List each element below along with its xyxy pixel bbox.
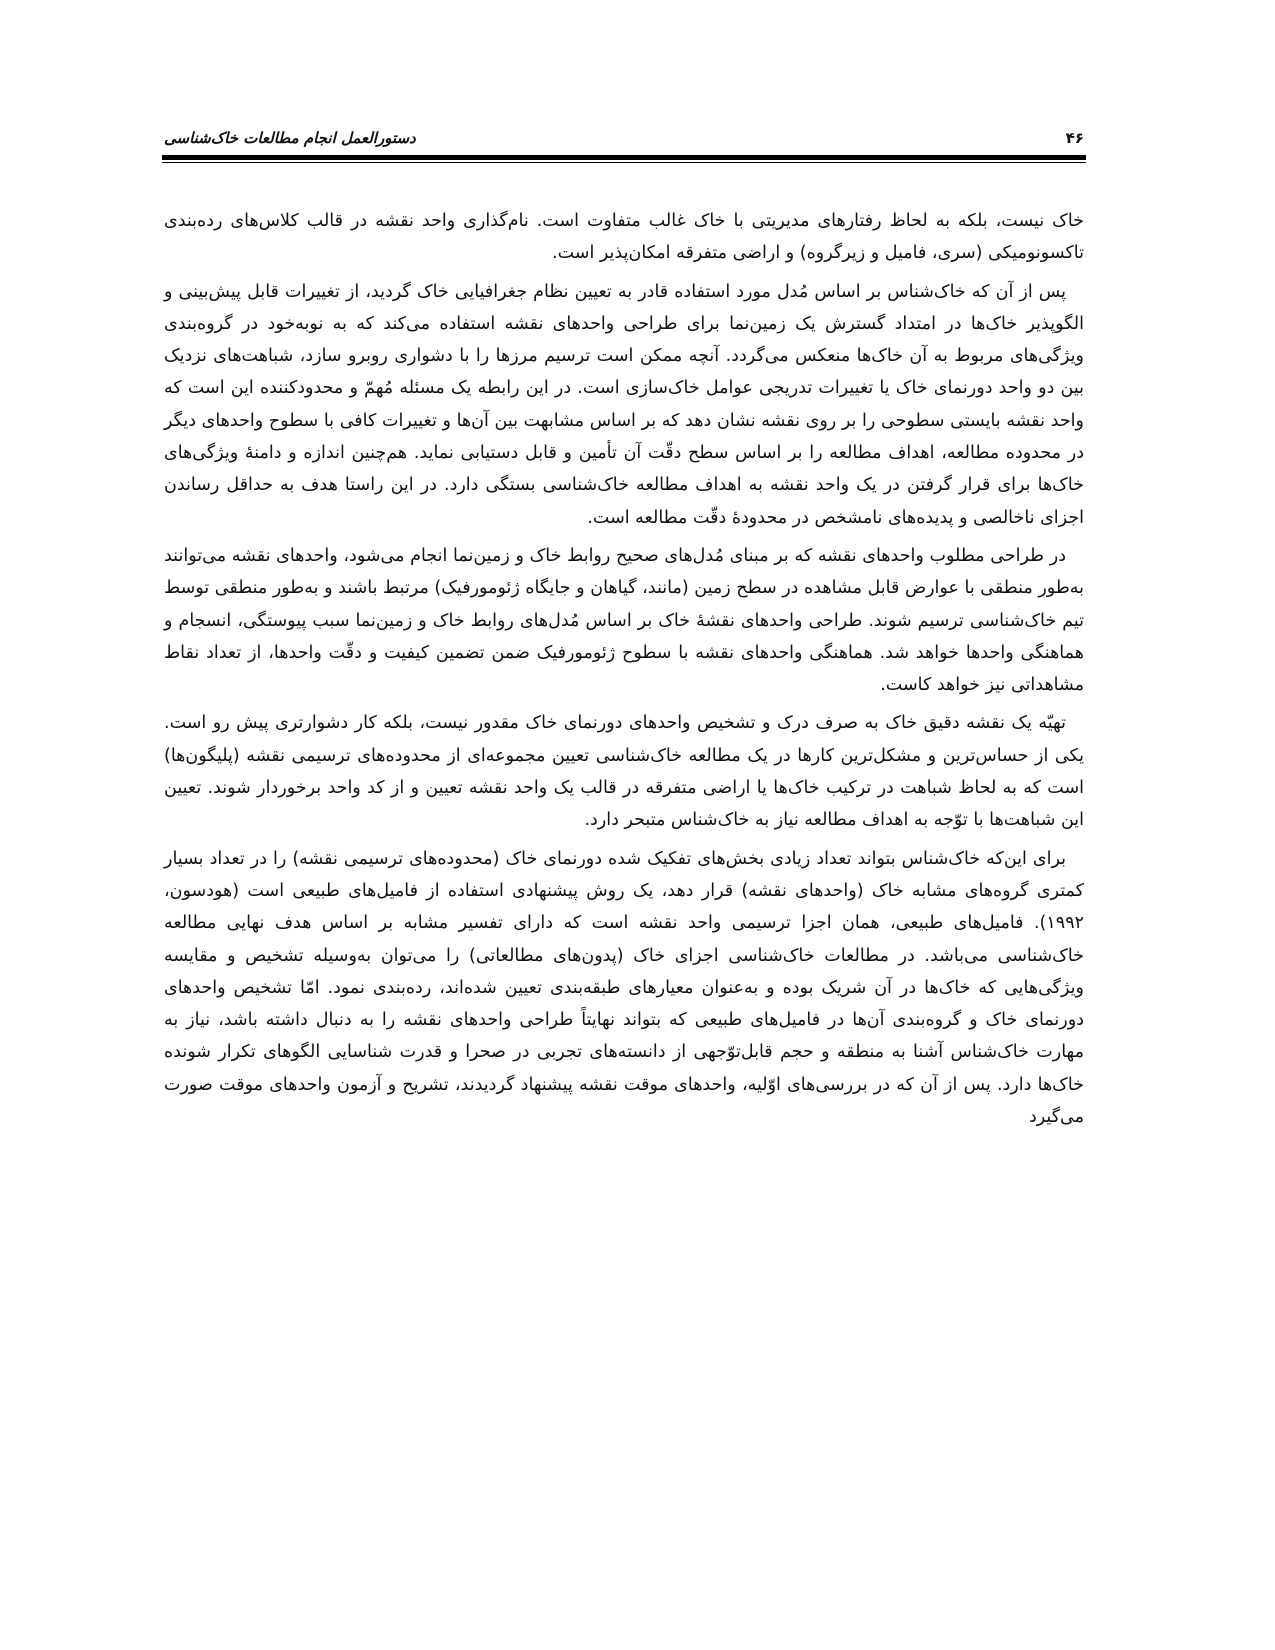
running-header — [164, 128, 1084, 152]
body-text — [164, 205, 1084, 1139]
header-rule-thick — [162, 155, 1086, 160]
page-number: ۴۶ — [1065, 129, 1084, 147]
book-title: دستورالعمل انجام مطالعات خاک‌شناسی — [164, 129, 416, 147]
header-rule-thin — [162, 162, 1086, 163]
paragraph-4: تهیّه یک نقشه دقیق خاک به صرف درک و تشخیص واحدهای دورنمای خاک مقدور نیست، بلکه کار دشوارتری پیش رو است. یکی از حساس‌ترین و مشکل‌ترین کارها در یک مطالعه خاک‌شناسی تعیین مجموعه‌ای از محدوده‌های ترسیمی نقشه (پلیگون‌ها) است که به لحاظ شباهت در ترکیب خاک‌ها یا اراضی متفرقه در قالب یک واحد نقشه تعیین و از کد واحد برخوردار شوند. تعیین این شباهت‌ها با توّجه به اهداف مطالعه نیاز به خاک‌شناس متبحر دارد. — [164, 713, 1084, 831]
paragraph-1: خاک نیست، بلکه به لحاظ رفتارهای مدیریتی با خاک غالب متفاوت است. نام‌گذاری واحد نقشه در قالب کلاس‌های رده‌بندی تاکسونومیکی (سری، فامیل و زیرگروه) و اراضی متفرقه امکان‌پذیر است. — [164, 211, 1084, 264]
paragraph-3: در طراحی مطلوب واحدهای نقشه که بر مبنای مُدل‌های صحیح روابط خاک و زمین‌نما انجام می‌شود، واحدهای نقشه می‌توانند به‌طور منطقی با عوارض قابل مشاهده در سطح زمین (مانند، گیاهان و جایگاه ژئومورفیک) مرتبط باشند و به‌طور منطقی توسط تیم خاک‌شناسی ترسیم شوند. طراحی واحدهای نقشهٔ خاک بر اساس مُدل‌های روابط خاک و زمین‌نما سبب پیوستگی، انسجام و هماهنگی واحدها خواهد شد. هماهنگی واحدهای نقشه با سطوح ژئومورفیک ضمن تضمین کیفیت و دقّت واحدها، از تعداد نقاط مشاهداتی نیز خواهد کاست. — [164, 545, 1084, 696]
paragraph-2: پس از آن که خاک‌شناس بر اساس مُدل مورد استفاده قادر به تعیین نظام جغرافیایی خاک گردید، از تغییرات قابل پیش‌بینی و الگوپذیر خاک‌ها در امتداد گسترش یک زمین‌نما برای طراحی واحدهای نقشه استفاده می‌کند که به نوبه‌خود در گروه‌بندی ویژگی‌های مربوط به آن خاک‌ها منعکس می‌گردد. آنچه ممکن است ترسیم مرزها را با دشواری روبرو سازد، شباهت‌های نزدیک بین دو واحد دورنمای خاک یا تغییرات تدریجی عوامل خاک‌سازی است. در این رابطه یک مسئله مُهمّ و محدودکننده این است که واحد نقشه بایستی سطوحی را بر روی نقشه نشان دهد که بر اساس مشابهت بین آن‌ها و تغییرات کافی با سطوح واحدهای دیگر در محدوده مطالعه، اهداف مطالعه را بر اساس سطح دقّت آن تأمین و قابل دستیابی نماید. هم‌چنین اندازه و دامنهٔ ویژگی‌های خاک‌ها برای قرار گرفتن در یک واحد نقشه به اهداف مطالعه خاک‌شناسی بستگی دارد. در این راستا هدف به حداقل رساندن اجزای ناخالصی و پدیده‌های نامشخص در محدودهٔ دقّت مطالعه است. — [164, 281, 1084, 528]
paragraph-5: برای این‌که خاک‌شناس بتواند تعداد زیادی بخش‌های تفکیک شده دورنمای خاک (محدوده‌های ترسیمی نقشه) را در تعداد بسیار کمتری گروه‌های مشابه خاک (واحدهای نقشه) قرار دهد، یک روش پیشنهادی استفاده از فامیل‌های طبیعی است (هودسون، ۱۹۹۲). فامیل‌های طبیعی، همان اجزا ترسیمی واحد نقشه است که دارای تفسیر مشابه بر اساس هدف نهایی مطالعه خاک‌شناسی می‌باشد. در مطالعات خاک‌شناسی اجزای خاک (پدون‌های مطالعاتی) را می‌توان به‌وسیله تشخیص و مقایسه ویژگی‌هایی که خاک‌ها در آن شریک بوده و به‌عنوان معیارهای طبقه‌بندی تعیین شده‌اند، رده‌بندی نمود. امّا تشخیص واحدهای دورنمای خاک و گروه‌بندی آن‌ها در فامیل‌های طبیعی که بتواند نهایتاً طراحی واحدهای نقشه را به دنبال داشته باشد، نیاز به مهارت خاک‌شناس آشنا به منطقه و حجم قابل‌توّجهی از دانسته‌های تجربی در صحرا و قدرت شناسایی الگوهای تکرار شونده خاک‌ها دارد. پس از آن که در بررسی‌های اوّلیه، واحدهای موقت نقشه پیشنهاد گردیدند، تشریح و آزمون واحدهای موقت صورت می‌گیرد — [164, 848, 1084, 1128]
